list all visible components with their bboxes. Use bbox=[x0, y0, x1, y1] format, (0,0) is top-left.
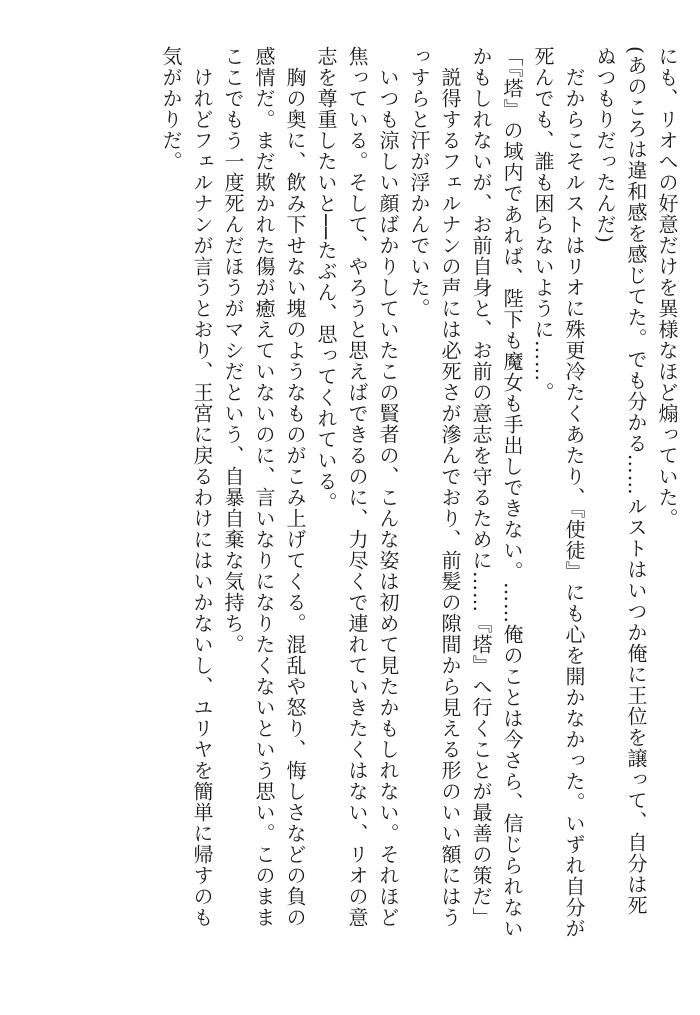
text-line: 「『塔』の域内であれば、陛下も魔女も手出しできない。……俺のことは今さら、信じられない bbox=[500, 46, 524, 939]
text-line: (あのころは違和感を感じてた。でも分かる……ルストはいつか俺に王位を譲って、自分は死 bbox=[624, 46, 648, 916]
text-line: 感情だ。まだ欺かれた傷が癒えていないのに、言いなりになりたくないという思い。このまま bbox=[252, 46, 276, 928]
text-line: 気がかりだ。 bbox=[159, 46, 183, 172]
text-line: ぬつもりだったんだ) bbox=[593, 46, 617, 244]
text-line: っすらと汗が浮かんでいた。 bbox=[407, 46, 431, 319]
text-line: 焦っている。そして、やろうと思えばできるのに、力尽くで連れていきたくはない、リオの意 bbox=[345, 46, 369, 928]
text-line: ここでもう一度死んだほうがマシだという、自暴自棄な気持ち。 bbox=[221, 46, 245, 655]
text-line: かもしれないが、お前自身と、お前の意志を守るために……『塔』へ行くことが最善の策だ」 bbox=[469, 46, 493, 928]
text-line: 志を尊重したいと──たぶん、思ってくれている。 bbox=[314, 46, 338, 514]
text-line: けれどフェルナンが言うとおり、王宮に戻るわけにはいかないし、ユリヤを簡単に帰すのも bbox=[190, 46, 214, 928]
text-line: にも、リオへの好意だけを異様なほど煽っていた。 bbox=[655, 46, 679, 529]
text-line: 胸の奥に、飲み下せない塊のようなものがこみ上げてくる。混乱や怒り、悔しさなどの負の bbox=[283, 46, 307, 928]
text-line: 説得するフェルナンの声には必死さが滲んでおり、前髪の隙間から見える形のいい額にはう bbox=[438, 46, 462, 928]
text-line: だからこそルストはリオに殊更冷たくあたり、『使徒』にも心を開かなかった。いずれ自分が bbox=[562, 46, 586, 939]
text-line: いつも涼しい顔ばかりしていたこの賢者の、こんな姿は初めて見たかもしれない。それほど bbox=[376, 46, 400, 928]
text-line: 死んでも、誰も困らないように……。 bbox=[531, 46, 555, 403]
vertical-text-body bbox=[2, 46, 682, 996]
